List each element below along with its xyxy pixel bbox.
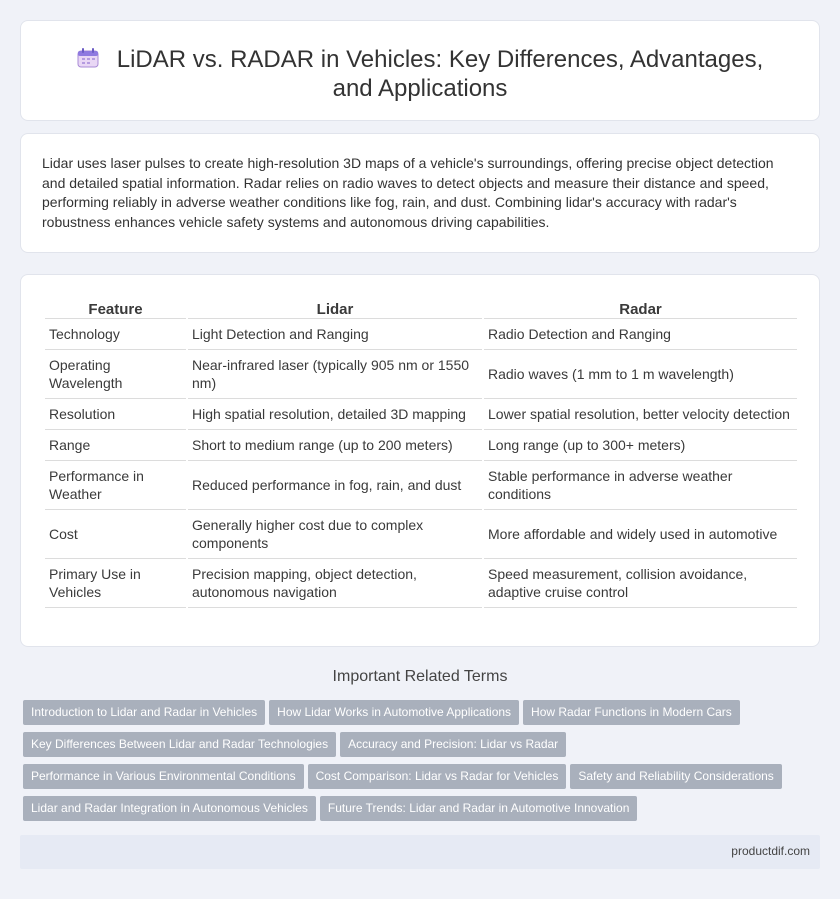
cell-radar: Stable performance in adverse weather conditions: [484, 461, 797, 510]
table-row: [45, 510, 797, 559]
cell-lidar: Precision mapping, object detection, autonomous navigation: [188, 559, 482, 608]
cell-feature: Cost: [45, 510, 186, 559]
cell-radar: Lower spatial resolution, better velocity detection: [484, 399, 797, 430]
related-term-link[interactable]: Introduction to Lidar and Radar in Vehicles: [23, 700, 265, 725]
table-row: [45, 461, 797, 510]
header-radar: Radar: [484, 297, 797, 319]
table-row: [45, 430, 797, 461]
title-card: [20, 20, 820, 121]
cell-feature: Primary Use in Vehicles: [45, 559, 186, 608]
related-term-link[interactable]: Cost Comparison: Lidar vs Radar for Vehicles: [308, 764, 567, 789]
cell-radar: More affordable and widely used in automotive: [484, 510, 797, 559]
header-feature: Feature: [45, 297, 186, 319]
related-term-link[interactable]: Key Differences Between Lidar and Radar Technologies: [23, 732, 336, 757]
cell-radar: Speed measurement, collision avoidance, adaptive cruise control: [484, 559, 797, 608]
intro-card: [20, 133, 820, 253]
comparison-table: [43, 297, 799, 608]
cell-lidar: Generally higher cost due to complex components: [188, 510, 482, 559]
related-term-link[interactable]: How Radar Functions in Modern Cars: [523, 700, 740, 725]
related-term-link[interactable]: Safety and Reliability Considerations: [570, 764, 781, 789]
table-row: [45, 319, 797, 350]
cell-lidar: Short to medium range (up to 200 meters): [188, 430, 482, 461]
cell-lidar: Near-infrared laser (typically 905 nm or 1550 nm): [188, 350, 482, 399]
related-terms-list: [23, 700, 803, 828]
cell-feature: Performance in Weather: [45, 461, 186, 510]
cell-feature: Resolution: [45, 399, 186, 430]
cell-feature: Range: [45, 430, 186, 461]
related-term-link[interactable]: Lidar and Radar Integration in Autonomous Vehicles: [23, 796, 316, 821]
cell-radar: Radio Detection and Ranging: [484, 319, 797, 350]
cell-feature: Technology: [45, 319, 186, 350]
page-title: [21, 45, 819, 103]
related-terms-heading: Important Related Terms: [332, 668, 508, 685]
header-lidar: Lidar: [188, 297, 482, 319]
tag-row: [23, 700, 803, 732]
cell-lidar: Light Detection and Ranging: [188, 319, 482, 350]
calendar-icon: [77, 48, 99, 68]
cell-radar: Long range (up to 300+ meters): [484, 430, 797, 461]
intro-paragraph: Lidar uses laser pulses to create high-resolution 3D maps of a vehicle's surroundings, offering precise object detection and detailed spatial information. Radar relies on radio waves to detect objects and measure their distance and speed, performing reliably in adverse weather conditions like fog, rain, and dust. Combining lidar's accuracy with radar's robustness enhances vehicle safety systems and autonomous driving capabilities.: [42, 155, 774, 230]
table-row: [45, 559, 797, 608]
page-title-text: LiDAR vs. RADAR in Vehicles: Key Differences, Advantages, and Applications: [116, 46, 764, 102]
table-header-row: [45, 297, 797, 319]
table-row: [45, 350, 797, 399]
table-row: [45, 399, 797, 430]
cell-lidar: Reduced performance in fog, rain, and dust: [188, 461, 482, 510]
cell-lidar: High spatial resolution, detailed 3D mapping: [188, 399, 482, 430]
cell-radar: Radio waves (1 mm to 1 m wavelength): [484, 350, 797, 399]
footer: [20, 835, 820, 869]
footer-site-link[interactable]: productdif.com: [731, 844, 810, 858]
related-term-link[interactable]: Future Trends: Lidar and Radar in Automotive Innovation: [320, 796, 638, 821]
related-term-link[interactable]: How Lidar Works in Automotive Applications: [269, 700, 519, 725]
cell-feature: Operating Wavelength: [45, 350, 186, 399]
related-term-link[interactable]: Accuracy and Precision: Lidar vs Radar: [340, 732, 566, 757]
tag-row: [23, 796, 803, 828]
related-term-link[interactable]: Performance in Various Environmental Conditions: [23, 764, 304, 789]
comparison-table-card: [20, 274, 820, 647]
tag-row: [23, 732, 803, 764]
tag-row: [23, 764, 803, 796]
